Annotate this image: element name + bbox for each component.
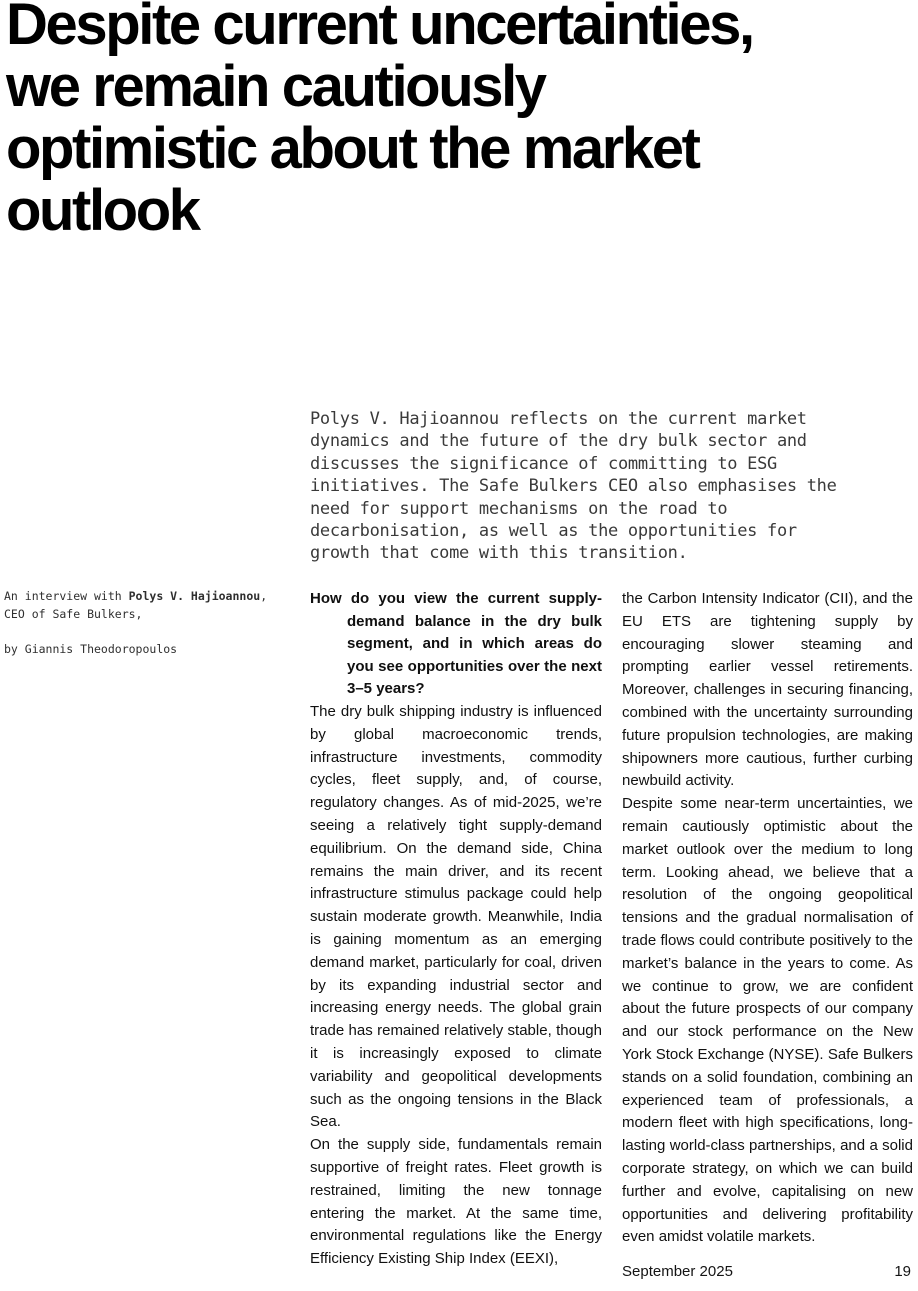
body-paragraph: the Carbon Intensity Indicator (CII), and the EU ETS are tightening supply by encouraging slower steaming and prompting earlier vessel retirements. Moreover, challenges in securing financing, combined with the uncertainty surrounding future propulsion technologies, are making shipowners more cautious, further curbing newbuild activity. xyxy=(622,590,913,790)
headline-line: Despite current uncertainties, xyxy=(6,0,753,57)
footer-date: September 2025 xyxy=(622,1263,733,1280)
body-paragraph: Despite some near-term uncertainties, we remain cautiously optimistic about the market outlook over the medium to long term. Looking ahead, we believe that a resolution of the ongoing geopolitical tensions and the gradual normalisation of trade flows could contribute positively to the market’s balance in the years to come. As we continue to grow, we are confident about the future prospects of our company and our stock performance on the New York Stock Exchange (NYSE). Safe Bulkers stands on a solid foundation, combining an experienced team of professionals, a modern fleet with high specifications, long-lasting world-class partnerships, and a solid corporate strategy, on which we can build further and evolve, capitalising on new opportunities and delivering profitability even amidst volatile markets. xyxy=(622,795,913,1246)
lead-paragraph: Polys V. Hajioannou reflects on the current market dynamics and the future of the dry bulk sector and discusses the significance of committing to ESG initiatives. The Safe Bulkers CEO also emphasises the need for support mechanisms on the road to decarbonisation, as well as the opportunities for growth that come with this transition. xyxy=(310,409,837,564)
interviewee-name: Polys V. Hajioannou xyxy=(128,589,261,603)
article-column-1 xyxy=(310,588,602,1271)
body-paragraph: The dry bulk shipping industry is influenced by global macroeconomic trends, infrastructure investments, commodity cycles, fleet supply, and, of course, regulatory changes. As of mid-2025, we’re seeing a relatively tight supply-demand equilibrium. On the demand side, China remains the main driver, and its recent infrastructure stimulus package could help sustain moderate growth. Meanwhile, India is gaining momentum as an emerging demand market, particularly for coal, driven by its expanding industrial sector and increasing energy needs. The global grain trade has remained relatively stable, though it is increasingly exposed to climate variability and geopolitical developments such as the ongoing tensions in the Black Sea. xyxy=(310,702,602,1131)
headline-line: outlook xyxy=(6,178,199,243)
byline-interview-line xyxy=(4,587,289,605)
footer-page-number: 19 xyxy=(894,1263,911,1280)
author-credit: by Giannis Theodoropoulos xyxy=(4,642,178,656)
byline-suffix: , xyxy=(260,589,268,603)
interviewee-role: CEO of Safe Bulkers, xyxy=(4,607,143,621)
byline-prefix: An interview with xyxy=(4,589,129,603)
headline-line: we remain cautiously xyxy=(6,54,545,119)
body-paragraph: On the supply side, fundamentals remain supportive of freight rates. Fleet growth is restrained, limiting the new tonnage entering the market. At the same time, environmental regulations like the Energy Efficiency Existing Ship Index (EEXI), xyxy=(310,1136,602,1268)
headline-line: optimistic about the market xyxy=(6,116,699,181)
interview-question: How do you view the current supply-demand balance in the dry bulk segment, and in which areas do you see opportunities over the next 3–5 years? xyxy=(310,590,602,698)
article-column-2 xyxy=(622,588,913,1249)
byline xyxy=(4,587,289,658)
page-title xyxy=(6,0,916,242)
